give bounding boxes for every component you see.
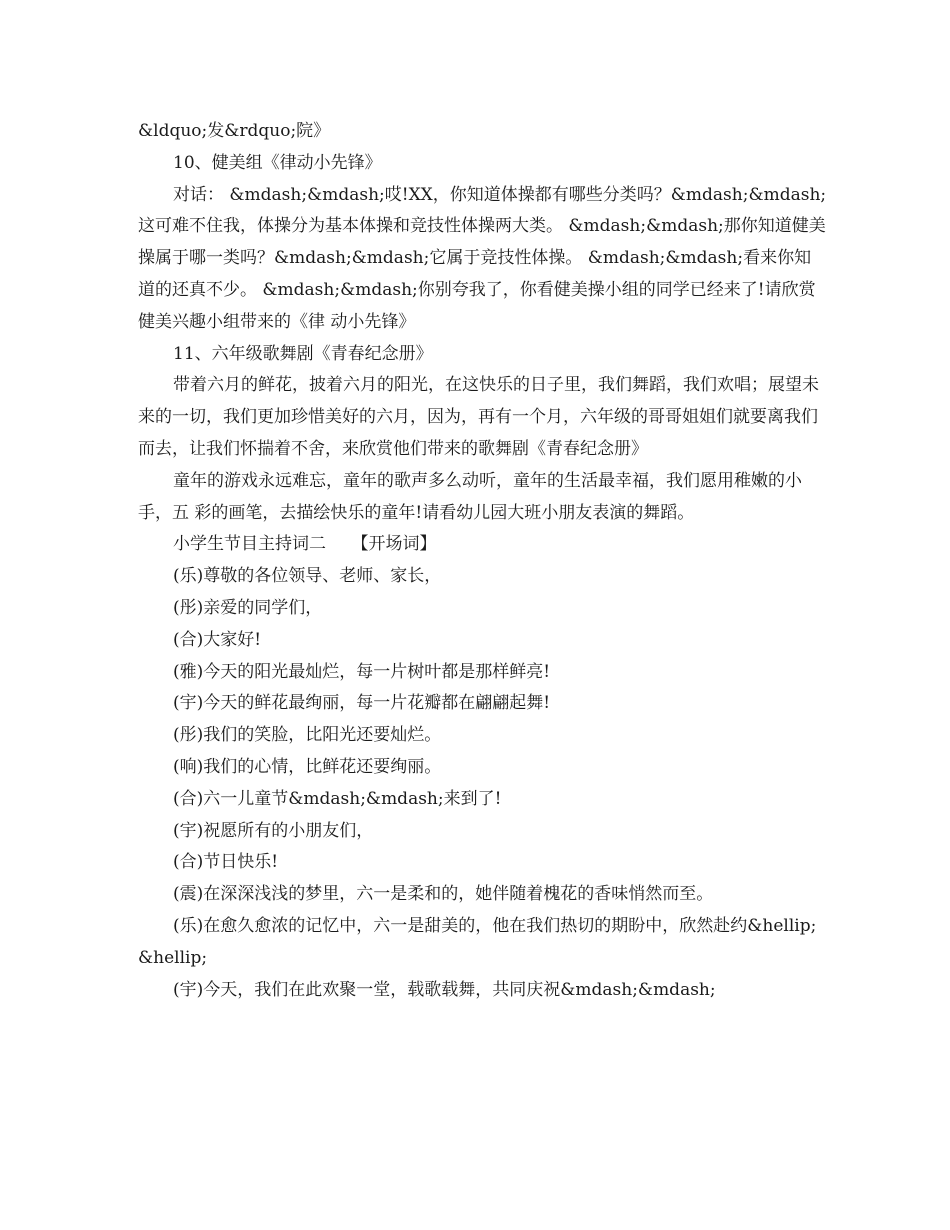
paragraph-dialogue: 对话： &mdash;&mdash;哎!XX，你知道体操都有哪些分类吗？&mdash;&mdash;这可难不住我，体操分为基本体操和竞技性体操两大类。 &mdash;&mdash;那你知道健美操属于哪一类吗？&mdash;&mdash;它属于竞技性体操。 &mdash;&mdash;看来你知道的还真不少。 &mdash;&mdash;你别夸我了，你看健美操小组的同学已经来了!请欣赏健美兴趣小组带来的《律 动小先锋》 [138, 184, 827, 332]
script-line: (雅)今天的阳光最灿烂，每一片树叶都是那样鲜亮! [173, 661, 551, 682]
heading-item-11: 11、六年级歌舞剧《青春纪念册》 [173, 343, 433, 364]
script-line: (震)在深深浅浅的梦里，六一是柔和的，她伴随着槐花的香味悄然而至。 [173, 884, 714, 905]
script-line: (乐)尊敬的各位领导、老师、家长， [173, 566, 442, 587]
paragraph-childhood: 童年的游戏永远难忘，童年的歌声多么动听，童年的生活最幸福，我们愿用稚嫩的小手，五 彩的画笔，去描绘快乐的童年!请看幼儿园大班小朋友表演的舞蹈。 [138, 470, 802, 523]
script-line: (合)大家好! [173, 629, 262, 650]
script-line: (乐)在愈久愈浓的记忆中，六一是甜美的，他在我们热切的期盼中，欣然赴约&hellip;&hellip; [138, 915, 817, 968]
script-line: (合)节日快乐! [173, 852, 279, 873]
paragraph-0: &ldquo;发&rdquo;院》 [138, 121, 331, 141]
paragraph-june: 带着六月的鲜花，披着六月的阳光，在这快乐的日子里，我们舞蹈，我们欢唱；展望未 来的一切，我们更加珍惜美好的六月，因为，再有一个月，六年级的哥哥姐姐们就要离我们 而去，让我们怀揣着不舍，来欣赏他们带来的歌舞剧《青春纪念册》 [138, 375, 819, 459]
script-line: (宇)祝愿所有的小朋友们， [173, 820, 374, 841]
script-line: (宇)今天，我们在此欢聚一堂，载歌载舞，共同庆祝&mdash;&mdash; [173, 979, 716, 1000]
script-line: (合)六一儿童节&mdash;&mdash;来到了! [173, 788, 502, 809]
script-line: (彤)我们的笑脸，比阳光还要灿烂。 [173, 725, 442, 746]
script-line: (彤)亲爱的同学们， [173, 597, 323, 618]
section-title: 小学生节目主持词二 【开场词】 [173, 534, 437, 555]
script-line: (响)我们的心情，比鲜花还要绚丽。 [173, 756, 442, 777]
heading-item-10: 10、健美组《律动小先锋》 [173, 152, 382, 173]
script-line: (宇)今天的鲜花最绚丽，每一片花瓣都在翩翩起舞! [173, 693, 551, 714]
document-body [138, 116, 828, 1006]
